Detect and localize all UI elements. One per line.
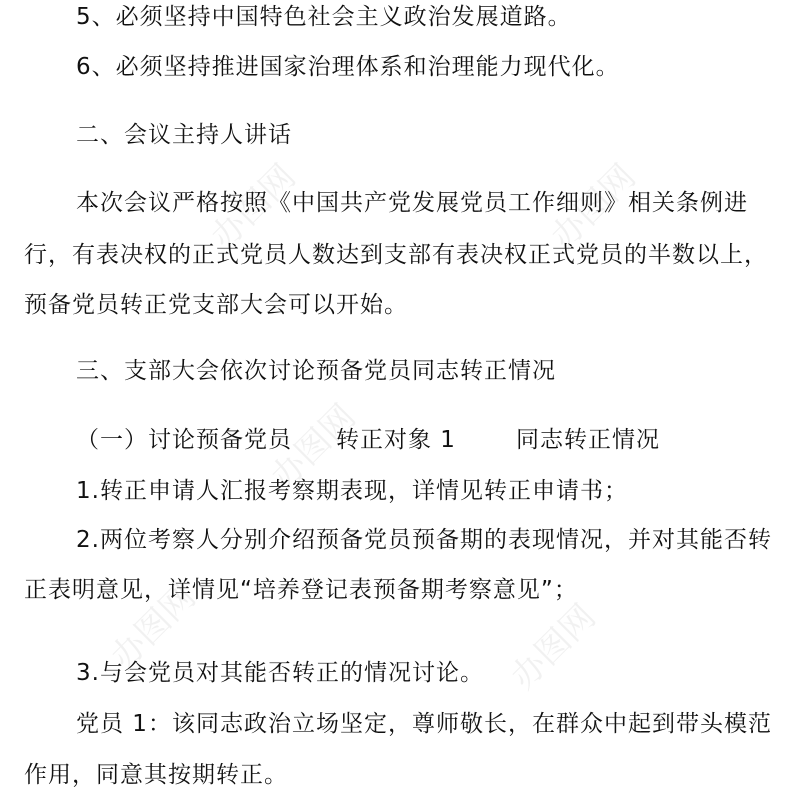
member-comment-continuation: 作用，同意其按期转正。 bbox=[24, 762, 288, 788]
watermark: 办图网 bbox=[503, 596, 604, 698]
watermark: 办图网 bbox=[543, 156, 644, 258]
paragraph-line: 本次会议严格按照《中国共产党发展党员工作细则》相关条例进 bbox=[76, 190, 748, 216]
discussion-label: （一）讨论预备党员 bbox=[76, 427, 292, 453]
member-comment: 党员 1：该同志政治立场坚定，尊师敬长，在群众中起到带头模范 bbox=[76, 711, 772, 737]
watermark: 办图网 bbox=[103, 576, 204, 678]
section-heading: 二、会议主持人讲话 bbox=[76, 122, 292, 148]
list-item: 3.与会党员对其能否转正的情况讨论。 bbox=[76, 660, 484, 686]
text-line: 6、必须坚持推进国家治理体系和治理能力现代化。 bbox=[76, 54, 620, 80]
paragraph-line: 行，有表决权的正式党员人数达到支部有表决权正式党员的半数以上， bbox=[24, 242, 768, 268]
watermark: 办图网 bbox=[203, 156, 304, 258]
discussion-object: 转正对象 1 bbox=[336, 427, 456, 453]
discussion-status: 同志转正情况 bbox=[516, 427, 660, 453]
watermark: 办图网 bbox=[263, 396, 364, 498]
list-item: 1.转正申请人汇报考察期表现，详情见转正申请书； bbox=[76, 478, 628, 504]
paragraph-line: 预备党员转正党支部大会可以开始。 bbox=[24, 292, 408, 318]
list-item: 2.两位考察人分别介绍预备党员预备期的表现情况，并对其能否转 bbox=[76, 527, 772, 553]
list-item-continuation: 正表明意见，详情见“培养登记表预备期考察意见”； bbox=[24, 577, 578, 603]
text-line: 5、必须坚持中国特色社会主义政治发展道路。 bbox=[76, 4, 572, 30]
section-heading: 三、支部大会依次讨论预备党员同志转正情况 bbox=[76, 358, 556, 384]
